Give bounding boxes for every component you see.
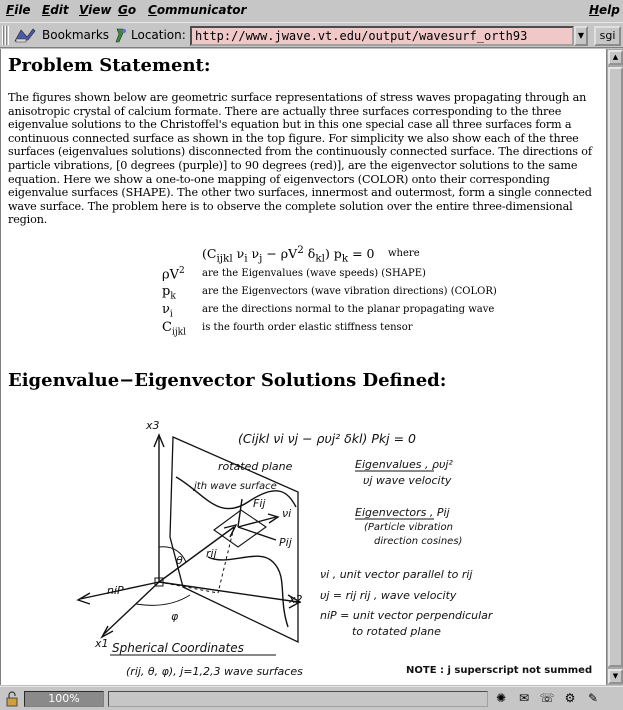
location-toolbar [0, 22, 623, 48]
toolbar-grip[interactable] [2, 26, 9, 45]
component-bar [492, 691, 607, 707]
x3-label: x3 [146, 418, 160, 432]
definition-symbol: $\nu_i$ [162, 301, 173, 320]
url-dropdown-button[interactable] [574, 26, 588, 46]
eigenvectors-label: Eigenvectors , Pij [355, 505, 450, 519]
problem-statement-heading: Problem Statement: [8, 55, 211, 76]
scroll-thumb[interactable] [608, 67, 623, 667]
status-message [108, 691, 488, 707]
eigenvalues-label: Eigenvalues , ρυj² [355, 457, 453, 471]
figure-top-equation: (Cijkl νi νj − ρυj² δkl) Pkj = 0 [238, 430, 416, 446]
composer-icon[interactable]: ⚙ [564, 691, 576, 705]
v-definition: υj = rij rij , wave velocity [320, 588, 457, 602]
menu-help[interactable]: Help [589, 3, 620, 17]
christoffel-equation: ($C_{ijkl}$ $\nu_i$ $\nu_j - \rho V^2$ $\delta_{kl}$) $p_k = 0$ [202, 243, 375, 265]
chevron-down-icon: ▼ [612, 672, 619, 680]
chevron-down-icon: ▼ [577, 31, 585, 40]
nu-label: νi [282, 506, 292, 520]
page-content [1, 49, 599, 685]
menu-bar [0, 0, 623, 22]
n-definition-2: to rotated plane [352, 624, 441, 638]
definition-text: are the directions normal to the planar propagating wave [202, 303, 495, 315]
eigen-diagram [8, 397, 606, 685]
edit-icon[interactable]: ✎ [587, 691, 599, 705]
x2-axis [159, 582, 298, 602]
menu-edit[interactable]: Edit [42, 3, 69, 17]
eigenvectors-desc-2: direction cosines) [374, 535, 463, 547]
jth-wave-surface-label: jth wave surface [194, 480, 277, 492]
n-definition-1: niP = unit vector perpendicular [320, 608, 493, 622]
definition-symbol: $\rho V^2$ [162, 265, 185, 283]
problem-paragraph: The figures shown below are geometric surface representations of stress waves propagating through an anisotropic crystal of calcium formate. There are actually three surfaces corresponding to the three eigenvalue solutions to the Christoffel's equation but in this one special case all three surfaces form a continuous connected surface as shown in the top figure. For simplicity we also show each of the three surfaces (eigenvalues solutions) disconnected from the continuously connected surface. The directions of particle vibrations, [0 degrees (purple)] to 90 degrees (red)], are the eigenvector solutions to the same equation. Here we show a one-to-one mapping of eigenvectors (COLOR) onto their corresponding eigenvalue surfaces (SHAPE). The other two surfaces, innermost and outermost, form a single connected wave surface. The problem here is to observe the complete solution over the entire three-dimensional region. [8, 91, 592, 227]
vertical-scrollbar[interactable] [606, 49, 623, 685]
definition-symbol: $p_k$ [162, 283, 176, 302]
menu-view[interactable]: View [79, 3, 112, 17]
scroll-up-button[interactable] [608, 50, 623, 65]
chevron-up-icon: ▲ [612, 53, 619, 61]
theta-label: θ [176, 553, 183, 567]
definition-text: are the Eigenvectors (wave vibration directions) (COLOR) [202, 285, 497, 297]
mail-icon[interactable]: ✉ [518, 691, 530, 705]
wave-surface-curve-lower [208, 556, 288, 627]
normal-label: niP [107, 583, 124, 597]
spherical-coordinates-label: Spherical Coordinates [112, 640, 244, 655]
progress-indicator: 100% [24, 691, 104, 707]
p-vector [238, 527, 276, 540]
menu-communicator[interactable]: Communicator [148, 3, 247, 17]
note-text: NOTE : j superscript not summed [406, 664, 593, 676]
r-label: rij [206, 546, 217, 560]
page-proxy-icon[interactable] [113, 27, 129, 44]
menu-go[interactable]: Go [118, 3, 137, 17]
r-arrowhead [224, 525, 236, 537]
f-label: Fij [253, 496, 266, 510]
status-bar [0, 686, 623, 710]
rotated-plane-label: rotated plane [218, 459, 293, 473]
bookmarks-button[interactable]: Bookmarks [42, 28, 110, 42]
where-label: where [388, 247, 420, 259]
navigator-icon[interactable]: ✺ [495, 691, 507, 705]
security-lock-icon[interactable] [4, 691, 20, 707]
sgi-logo-button[interactable]: sgi [594, 26, 621, 46]
eigenvectors-desc-1: (Particle vibration [364, 521, 453, 533]
f-vector [238, 499, 242, 527]
url-input[interactable]: http://www.jwave.vt.edu/output/wavesurf_orth93 [190, 26, 574, 46]
definition-text: are the Eigenvalues (wave speeds) (SHAPE) [202, 267, 426, 279]
eigen-solutions-heading: Eigenvalue−Eigenvector Solutions Defined: [8, 369, 447, 391]
bookmarks-icon[interactable] [13, 27, 37, 44]
location-label: Location: [131, 28, 186, 42]
p-label: Pij [279, 535, 292, 549]
discussion-icon[interactable]: ☏ [539, 691, 555, 705]
definition-symbol: $C_{ijkl}$ [162, 319, 186, 338]
menu-file[interactable]: File [6, 3, 31, 17]
phi-label: φ [171, 609, 179, 623]
definition-text: is the fourth order elastic stiffness tensor [202, 321, 413, 333]
coordinates-text: (rij, θ, φ), j=1,2,3 wave surfaces [126, 664, 303, 678]
nu-definition: νi , unit vector parallel to rij [320, 567, 473, 581]
x1-label: x1 [95, 636, 109, 650]
x2-label: x2 [289, 592, 303, 606]
eigenvalues-desc: υj wave velocity [363, 473, 452, 487]
scroll-down-button[interactable] [608, 669, 623, 684]
equation-block [8, 244, 599, 360]
page-viewport[interactable] [0, 49, 606, 685]
